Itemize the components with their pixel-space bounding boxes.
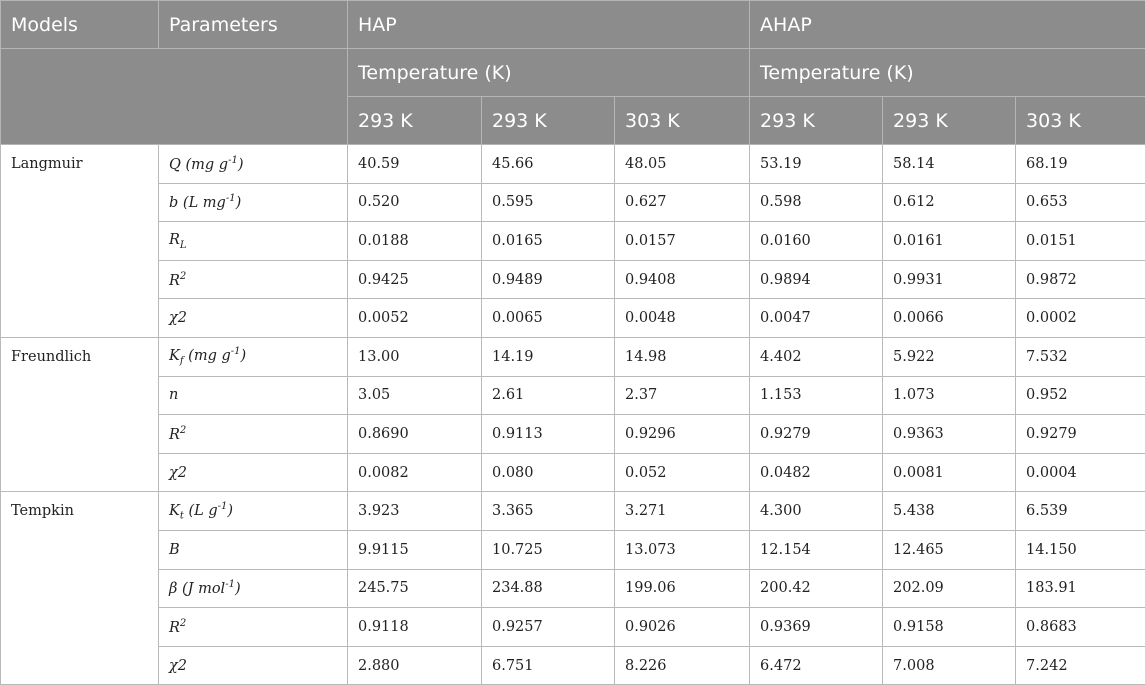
value-cell: 0.9369 [750, 608, 883, 647]
parameter-p: K [169, 348, 180, 364]
value-cell: 2.61 [482, 376, 615, 415]
parameter-sup: -1 [228, 155, 238, 166]
value-cell: 0.0066 [883, 299, 1016, 338]
parameter-u: (L g [188, 503, 217, 519]
value-cell: 58.14 [883, 145, 1016, 184]
parameter-sup: -1 [231, 346, 241, 357]
value-cell: 200.42 [750, 569, 883, 608]
value-cell: 3.923 [348, 492, 482, 531]
header-temp: 293 K [750, 97, 883, 145]
parameter-name [159, 530, 348, 569]
header-temp: 293 K [348, 97, 482, 145]
value-cell: 0.0157 [615, 222, 750, 261]
parameter-name [159, 569, 348, 608]
parameter-u: (J mol [182, 581, 225, 597]
value-cell: 0.9257 [482, 608, 615, 647]
value-cell: 0.052 [615, 453, 750, 492]
parameter-p: b [169, 195, 178, 211]
parameter-p: χ2 [169, 658, 187, 674]
value-cell: 7.532 [1016, 337, 1145, 376]
value-cell: 0.8683 [1016, 608, 1145, 647]
value-cell: 0.0160 [750, 222, 883, 261]
value-cell: 0.0004 [1016, 453, 1145, 492]
table-row [1, 337, 1145, 376]
value-cell: 0.0188 [348, 222, 482, 261]
value-cell: 3.271 [615, 492, 750, 531]
header-parameters: Parameters [159, 1, 348, 49]
value-cell: 4.402 [750, 337, 883, 376]
model-name: Freundlich [1, 337, 159, 491]
value-cell: 7.242 [1016, 646, 1145, 685]
value-cell: 0.9118 [348, 608, 482, 647]
value-cell: 245.75 [348, 569, 482, 608]
header-models: Models [1, 1, 159, 49]
value-cell: 2.37 [615, 376, 750, 415]
parameter-p: R [169, 272, 180, 288]
parameter-tail: ) [238, 157, 244, 173]
parameter-u: (L mg [183, 195, 226, 211]
value-cell: 5.438 [883, 492, 1016, 531]
value-cell: 8.226 [615, 646, 750, 685]
table-header [1, 1, 1145, 145]
value-cell: 0.9894 [750, 260, 883, 299]
value-cell: 0.9408 [615, 260, 750, 299]
header-temperature-ahap: Temperature (K) [750, 49, 1145, 97]
value-cell: 12.154 [750, 530, 883, 569]
value-cell: 0.0052 [348, 299, 482, 338]
parameter-name [159, 183, 348, 222]
value-cell: 0.9489 [482, 260, 615, 299]
parameter-p: Q [169, 157, 181, 173]
parameter-name [159, 453, 348, 492]
parameter-sup: -1 [226, 193, 236, 204]
value-cell: 48.05 [615, 145, 750, 184]
value-cell: 0.0161 [883, 222, 1016, 261]
value-cell: 0.9113 [482, 415, 615, 454]
parameter-sup: 2 [180, 271, 186, 282]
value-cell: 40.59 [348, 145, 482, 184]
value-cell: 5.922 [883, 337, 1016, 376]
parameter-name [159, 337, 348, 376]
value-cell: 199.06 [615, 569, 750, 608]
value-cell: 0.598 [750, 183, 883, 222]
parameter-name [159, 492, 348, 531]
parameter-p: R [169, 427, 180, 443]
value-cell: 202.09 [883, 569, 1016, 608]
value-cell: 0.653 [1016, 183, 1145, 222]
value-cell: 14.19 [482, 337, 615, 376]
table-row [1, 569, 1145, 608]
parameter-name [159, 145, 348, 184]
value-cell: 13.00 [348, 337, 482, 376]
parameter-tail: ) [227, 503, 233, 519]
value-cell: 14.150 [1016, 530, 1145, 569]
parameter-sup: -1 [225, 579, 235, 590]
value-cell: 0.520 [348, 183, 482, 222]
value-cell: 0.080 [482, 453, 615, 492]
value-cell: 12.465 [883, 530, 1016, 569]
value-cell: 6.751 [482, 646, 615, 685]
parameter-name [159, 299, 348, 338]
value-cell: 1.153 [750, 376, 883, 415]
value-cell: 0.9931 [883, 260, 1016, 299]
parameter-p: χ2 [169, 465, 187, 481]
parameter-u: (mg g [188, 348, 231, 364]
parameter-name [159, 415, 348, 454]
table-row [1, 299, 1145, 338]
header-temp: 303 K [1016, 97, 1145, 145]
value-cell: 183.91 [1016, 569, 1145, 608]
parameter-sub: f [180, 356, 184, 367]
value-cell: 0.9279 [750, 415, 883, 454]
table-row [1, 415, 1145, 454]
value-cell: 0.9296 [615, 415, 750, 454]
parameter-tail: ) [236, 195, 242, 211]
value-cell: 3.365 [482, 492, 615, 531]
table-row [1, 492, 1145, 531]
parameter-p: R [169, 620, 180, 636]
value-cell: 3.05 [348, 376, 482, 415]
table-row [1, 376, 1145, 415]
parameter-sub: t [180, 511, 184, 522]
table-row [1, 530, 1145, 569]
value-cell: 13.073 [615, 530, 750, 569]
value-cell: 0.8690 [348, 415, 482, 454]
parameter-p: χ2 [169, 310, 187, 326]
parameter-p: R [169, 232, 180, 248]
value-cell: 0.9158 [883, 608, 1016, 647]
table-row [1, 222, 1145, 261]
header-temp: 303 K [615, 97, 750, 145]
parameter-sup: 2 [180, 425, 186, 436]
parameter-p: β [169, 581, 177, 597]
header-temp: 293 K [482, 97, 615, 145]
header-temp: 293 K [883, 97, 1016, 145]
value-cell: 6.539 [1016, 492, 1145, 531]
parameter-name [159, 222, 348, 261]
value-cell: 53.19 [750, 145, 883, 184]
parameter-tail: ) [241, 348, 247, 364]
parameter-p: K [169, 503, 180, 519]
value-cell: 0.0151 [1016, 222, 1145, 261]
parameter-u: (mg g [186, 157, 229, 173]
value-cell: 7.008 [883, 646, 1016, 685]
table-row [1, 646, 1145, 685]
value-cell: 0.0081 [883, 453, 1016, 492]
table-row [1, 260, 1145, 299]
value-cell: 0.627 [615, 183, 750, 222]
value-cell: 0.952 [1016, 376, 1145, 415]
header-temperature-hap: Temperature (K) [348, 49, 750, 97]
value-cell: 0.0002 [1016, 299, 1145, 338]
parameter-tail: ) [235, 581, 241, 597]
value-cell: 68.19 [1016, 145, 1145, 184]
table-row [1, 183, 1145, 222]
value-cell: 10.725 [482, 530, 615, 569]
parameter-sub: L [180, 239, 187, 250]
parameter-sup: 2 [180, 618, 186, 629]
value-cell: 9.9115 [348, 530, 482, 569]
value-cell: 0.0482 [750, 453, 883, 492]
parameter-name [159, 646, 348, 685]
parameter-name [159, 260, 348, 299]
table-row [1, 145, 1145, 184]
parameter-p: B [169, 542, 180, 558]
parameter-name [159, 376, 348, 415]
value-cell: 0.9026 [615, 608, 750, 647]
value-cell: 0.612 [883, 183, 1016, 222]
value-cell: 0.0065 [482, 299, 615, 338]
value-cell: 0.9279 [1016, 415, 1145, 454]
parameter-name [159, 608, 348, 647]
value-cell: 2.880 [348, 646, 482, 685]
value-cell: 6.472 [750, 646, 883, 685]
model-name: Langmuir [1, 145, 159, 338]
model-name: Tempkin [1, 492, 159, 685]
value-cell: 0.595 [482, 183, 615, 222]
header-group-ahap: AHAP [750, 1, 1145, 49]
table-row [1, 453, 1145, 492]
value-cell: 0.9425 [348, 260, 482, 299]
table-body [1, 145, 1145, 685]
value-cell: 0.0048 [615, 299, 750, 338]
table-row [1, 608, 1145, 647]
value-cell: 1.073 [883, 376, 1016, 415]
value-cell: 14.98 [615, 337, 750, 376]
parameter-p: n [169, 387, 178, 403]
value-cell: 234.88 [482, 569, 615, 608]
value-cell: 4.300 [750, 492, 883, 531]
value-cell: 0.0047 [750, 299, 883, 338]
value-cell: 0.0165 [482, 222, 615, 261]
value-cell: 45.66 [482, 145, 615, 184]
parameter-sup: -1 [218, 501, 228, 512]
value-cell: 0.9872 [1016, 260, 1145, 299]
header-blank [1, 49, 348, 145]
value-cell: 0.0082 [348, 453, 482, 492]
value-cell: 0.9363 [883, 415, 1016, 454]
header-group-hap: HAP [348, 1, 750, 49]
